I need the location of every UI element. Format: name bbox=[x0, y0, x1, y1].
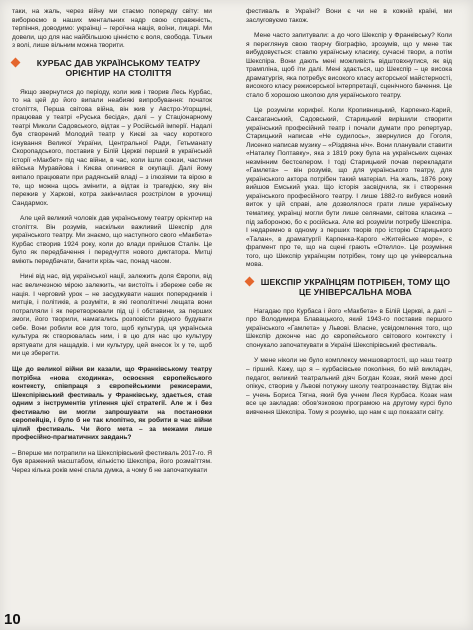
paragraph-coryphaei: Це розуміли корифеї. Коли Кропивницький, Карпенко-Карий, Саксаганський, Садовський, Старицький вирішили створити український професійний театр і почали думати про репертуар, Старицький написав «Не судилось», звернулися до Гоголя, Лисенко написав музику – «Різдвяна ніч». Вони планували ставити «Наталку Полтавку», яка з 1819 року була на українських сценах незмінним бестселером. І тоді Старицький почав перекладати «Гамлета» – він розумів, що для українського театру, для українського актора потрібен такий матеріал. На жаль, 1876 року вийшов Емський указ. Що історія засвідчила, як і створення українського професійного театру. І лише 1882-го вибувся новий виток у цій справі, але дозволялося грати лише українську тематику, українці могли бути лише селянами, світова класика – під забороною, бо є російська. Але всі розуміли потребу Шекспіра. І недаремно в одному з перших творів про історію Старицького «Талан», в драматургії Карпенка-Карого «Житейське море», є фрагмент про те, що на сцені грають «Отелло». Це розуміння того, що Шекспір українцям потрібен, тому що це універсальна мова. bbox=[246, 107, 452, 269]
orange-diamond-icon bbox=[245, 276, 255, 286]
section-heading-kurbas bbox=[12, 58, 212, 79]
paragraph-complex: У мене ніколи не було комплексу меншовартості, що наш театр – гірший. Кажу, що я – курбасівське покоління, бо мій викладач, педагог, великий театральний діяч Богдан Козак, який мене досі опікує, створив у Львові потужну школу театрознавству. Відтак він – учень Бориса Тягна, який був учнем Леся Курбаса. Козак нам все це закладав: обов'язковою програмою на другому курсі було вивчення Шекспіра. Тому я розумію, що нам є що показати світу. bbox=[246, 357, 452, 416]
paragraph-now: Нині від нас, від української нації, залежить доля Європи, від нас величезною мірою залежить, чи вистоїть і збереже себе як нація. І черговий урок – не засуджувати наших попередників і митців, і політиків, а розуміти, в які геополітичні лещата вони потрапляли і як перетворювали під ці і обставини, за перших змоги, його творили, намагались розповісти рідного будувати себе. Вони робили все для того, щоб культура, ця українська культура як створювалась ним, і в цю для нас цю культуру врятувати для нащадків. і ми культуру, цей внесок їх у те, щоб ми це зберегти. bbox=[12, 273, 212, 358]
page-number: 10 bbox=[4, 611, 21, 628]
left-column bbox=[12, 8, 212, 483]
intro-paragraph: таки, на жаль, через війну ми стаємо попереду світу: ми виборюємо в наших ментальних надр свою справжність, терпіння, доводимо: українці – героїчна нація, воїни, лицарі. Ми довели, що для нас найбільшою цінністю є воля, свобода. Тільки з волі, лише вільним можна творити. bbox=[12, 8, 212, 50]
paragraph-history: Якщо звернутися до періоду, коли жив і творив Лесь Курбас, то на цей до його випали неабиякі випробування: початок століття, Перша світова війна, він жив у Австро-Угорщині, працював у театрі «Руська бесіда», далі – у Стаціонарному театрі Миколи Садовського, відтак – у Російській імперії. Надалі був створений Молодий театр у Києві за часу короткого існування Великої України, Центральної Ради, Гетьманату Скоропадського, поставив у Білій Церкві перший в українській історії «Макбет» під час війни, в час, коли ішли союзи, частини війська Муравйова і Києва опинився в окупації. Далі йому випало працювати при радянській владі – з ілюзіями та вірою в те, що можна щось змінити, а відтак із трагедією, яку він пережив у Харкові, котра закінчилася розстрілом в урочищі Сандармох. bbox=[12, 88, 212, 207]
heading-text: КУРБАС ДАВ УКРАЇНСЬКОМУ ТЕАТРУ ОРІЄНТИР НА СТОЛІТТЯ bbox=[36, 57, 201, 79]
heading-text: ШЕКСПІР УКРАЇНЦЯМ ПОТРІБЕН, ТОМУ ЩО ЦЕ УНІВЕРСАЛЬНА МОВА bbox=[260, 276, 451, 298]
paragraph-remind: Нагадаю про Курбаса і його «Макбета» в Білій Церкві, а далі – про Володимира Блавацького, який 1943-го поставив першого українського «Гамлета» у Львові. Власне, усвідомлення того, що Шекспір доконче нас до європейського світового контексту і спонукало започаткувати в Україні Шекспірівський фестиваль. bbox=[246, 307, 452, 349]
section-heading-shakespeare bbox=[246, 277, 452, 298]
interview-answer: – Вперше ми потрапили на Шекспірівський фестиваль 2017-го. Я був вражений масштабом, кількістю Шекспіра, його розмаїттям. Через кілька років мені спала думка, а чому б не започаткувати bbox=[12, 449, 212, 474]
orange-diamond-icon bbox=[11, 57, 21, 67]
right-column bbox=[246, 8, 452, 424]
interview-question: Ще до великої війни ви казали, що Франківському театру потрібна «нова сходинка», освоєння європейського контексту, співпраця з європейськими режисерами, Шекспірівський фестиваль у Франківську, здається, став одним з інструментів утілення цієї стратегії. Але ж і без фестивалю ви могли запрошувати на постановки європейців, і було б не так клопітно, як робити в час війни цілий фестиваль. Чи його мета – за межами лише професійно-прагматичних завдань? bbox=[12, 365, 212, 442]
paragraph-asked: Мене часто запитували: а до чого Шекспір у Франківську? Коли я переглянув свою творчу біографію, зрозумів, що у мене так вибудовується: ставлю українську класику, сучасні твори, а потім Шекспіра. Вони дають мені можливість відштовхнутися, як від трампліна, щоб іти далі. Мені здається, що Шекспір – це висока драматургія, яка потребує високого класу акторської майстерності, високого класу режисерської інтерпретації, сценічного бачення. Це стало б хорошою школою для українського театру. bbox=[246, 32, 452, 99]
paragraph-orientir: Але цей великий чоловік дав українському театру орієнтир на століття. Він розумів, наскільки важливий Шекспір для українського театру. Ми знаємо, що наступного свого «Макбета» Курбас створив 1924 року, коли до влади прийшов Сталін. Це було як передбачення і передчуття нового диктатора. Митці вміють передбачати, бачити крізь час, понад часом. bbox=[12, 215, 212, 265]
paragraph-continue: фестиваль в Україні? Вони є чи не в кожній країні, ми заслуговуємо також. bbox=[246, 8, 452, 24]
